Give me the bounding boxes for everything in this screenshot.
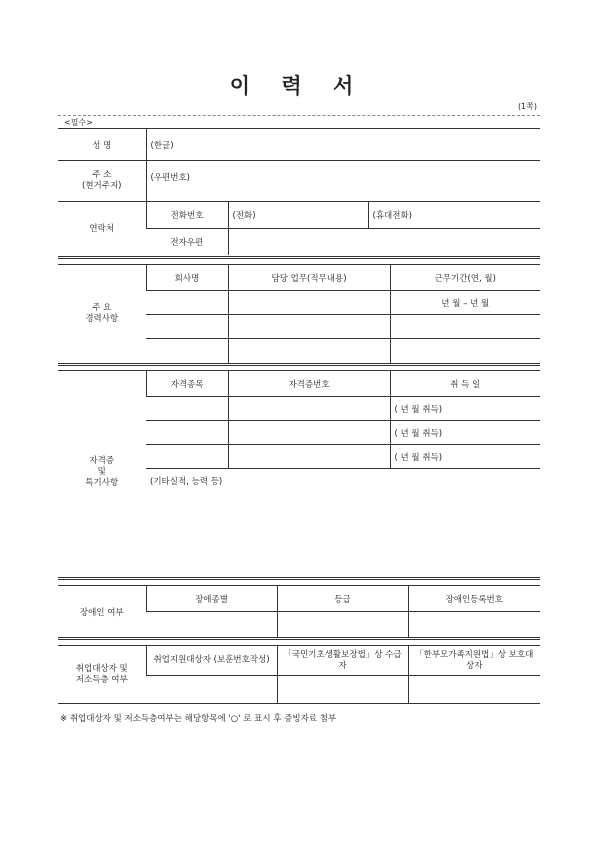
employment-table [58, 645, 540, 704]
career-company-cell[interactable] [146, 339, 228, 363]
employment-header-support: 취업지원대상자 (보훈번호작성) [146, 646, 277, 676]
cert-number-cell[interactable] [228, 445, 390, 469]
cert-header-number: 자격증번호 [228, 371, 390, 397]
cert-type-cell[interactable] [146, 445, 228, 469]
employment-label: 취업대상자 및 저소득층 여부 [75, 663, 128, 685]
employment-support-cell[interactable] [146, 676, 277, 704]
section-divider [58, 637, 540, 640]
cert-date-cell[interactable]: ( 년 월 취득) [390, 421, 540, 445]
cert-table [58, 370, 540, 574]
name-field[interactable]: (한글) [146, 129, 540, 161]
section-divider [58, 363, 540, 366]
career-duty-cell[interactable] [228, 315, 390, 339]
section-divider [58, 577, 540, 580]
personal-info-table [58, 128, 540, 255]
email-label: 전자우편 [146, 229, 228, 255]
employment-basic-living-cell[interactable] [277, 676, 408, 704]
cert-date-cell[interactable]: ( 년 월 취득) [390, 397, 540, 421]
cert-type-cell[interactable] [146, 421, 228, 445]
career-header-duty: 담당 업무(직무내용) [228, 265, 390, 291]
disability-header-regno: 장애인등록번호 [408, 586, 540, 612]
career-table [58, 264, 540, 363]
employment-header-single-parent: 「한부모가족지원법」상 보호대상자 [408, 646, 540, 676]
email-field[interactable] [228, 229, 540, 255]
career-duty-cell[interactable] [228, 339, 390, 363]
section-divider [58, 256, 540, 259]
address-field[interactable]: (우편번호) [146, 161, 540, 202]
cert-label: 자격증 및 특기사항 [85, 455, 119, 488]
document-title: 이 력 서 [229, 73, 366, 98]
cert-header-date: 취 득 일 [390, 371, 540, 397]
career-period-cell[interactable]: 년 월 – 년 월 [390, 291, 540, 315]
disability-grade-cell[interactable] [277, 612, 408, 638]
disability-label: 장애인 여부 [79, 607, 124, 618]
employment-header-basic-living: 「국민기초생활보장법」상 수급자 [277, 646, 408, 676]
career-company-cell[interactable] [146, 291, 228, 315]
cert-date-cell[interactable]: ( 년 월 취득) [390, 445, 540, 469]
disability-type-cell[interactable] [146, 612, 277, 638]
phone-label: 전화번호 [146, 202, 228, 229]
career-label: 주 요 경력사항 [85, 302, 119, 324]
name-label: 성 명 [92, 140, 112, 151]
cert-type-cell[interactable] [146, 397, 228, 421]
disability-header-grade: 등급 [277, 586, 408, 612]
cert-header-type: 자격종목 [146, 371, 228, 397]
disability-header-type: 장애종별 [146, 586, 277, 612]
other-skills-field[interactable]: (기타실적, 능력 등) [146, 469, 540, 574]
career-header-period: 근무기간(연, 월) [390, 265, 540, 291]
career-period-cell[interactable] [390, 315, 540, 339]
footnote: ※ 취업대상자 및 저소득층여부는 해당항목에 '○' 로 표시 후 증빙자료 첨부 [60, 714, 337, 724]
address-label: 주 소 (현거주지) [58, 161, 146, 202]
employment-single-parent-cell[interactable] [408, 676, 540, 704]
required-label: <필수> [64, 118, 93, 127]
dashed-divider [58, 115, 540, 116]
cert-number-cell[interactable] [228, 421, 390, 445]
career-duty-cell[interactable] [228, 291, 390, 315]
page-number: (1쪽) [517, 102, 537, 111]
mobile-field[interactable]: (휴대전화) [368, 202, 540, 229]
career-period-cell[interactable] [390, 339, 540, 363]
disability-table [58, 585, 540, 638]
disability-regno-cell[interactable] [408, 612, 540, 638]
contact-label: 연락처 [58, 202, 146, 255]
career-header-company: 회사명 [146, 265, 228, 291]
career-company-cell[interactable] [146, 315, 228, 339]
phone-field[interactable]: (전화) [228, 202, 368, 229]
cert-number-cell[interactable] [228, 397, 390, 421]
